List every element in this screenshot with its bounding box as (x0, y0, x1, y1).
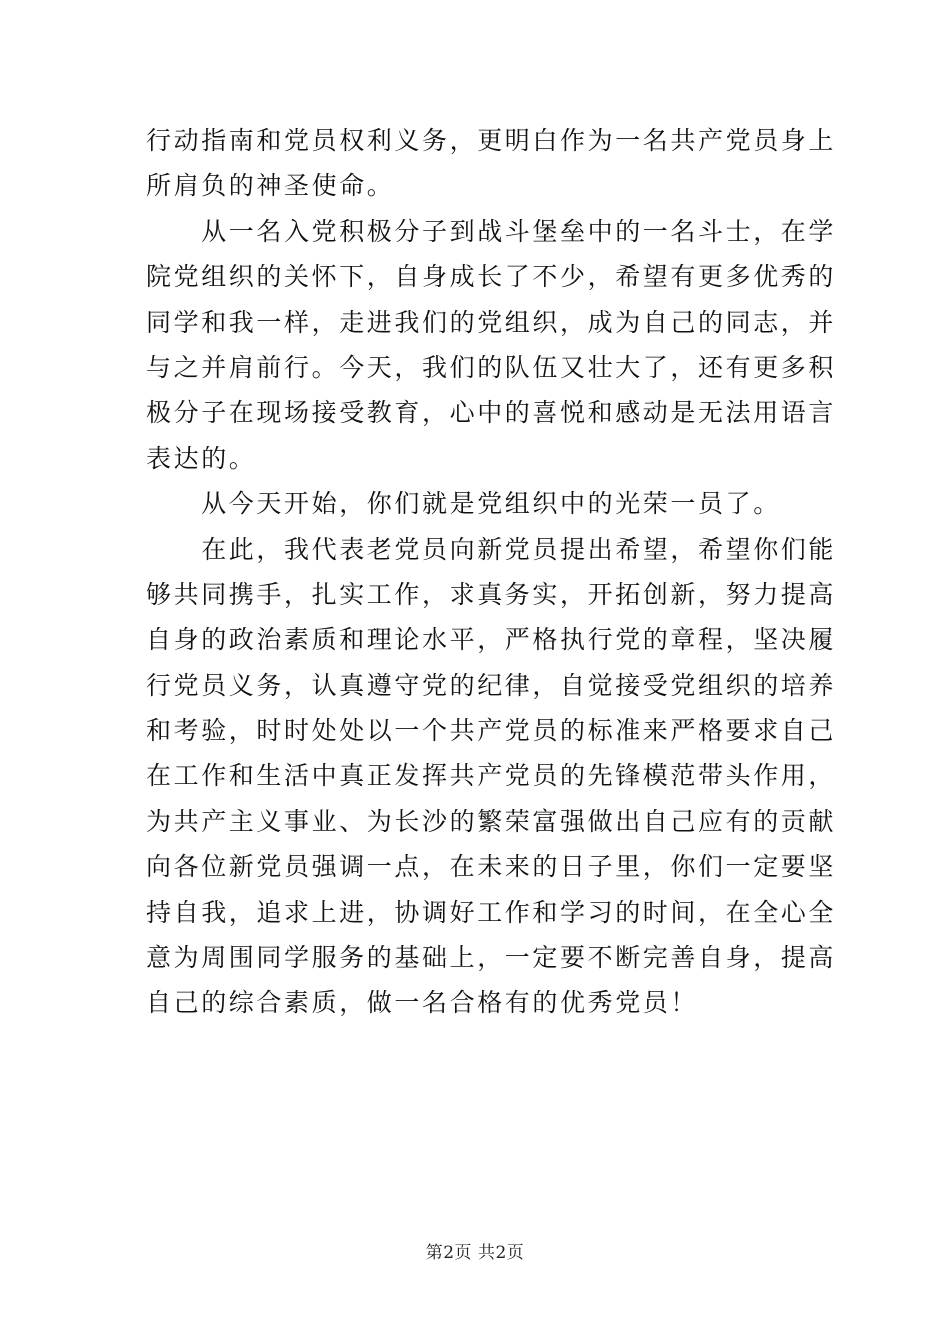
page-number-footer: 第2页 共2页 (425, 1243, 525, 1263)
text-line: 持自我，追求上进，协调好工作和学习的时间，在全心全 (146, 897, 837, 927)
text-line: 从一名入党积极分子到战斗堡垒中的一名斗士，在学 (146, 216, 837, 246)
text-line: 表达的。 (146, 443, 257, 473)
body-text (146, 118, 837, 1026)
text-line: 够共同携手，扎实工作，求真务实，开拓创新，努力提高 (146, 579, 837, 609)
text-line: 行动指南和党员权利义务，更明白作为一名共产党员身上 (146, 126, 837, 155)
text-line: 自身的政治素质和理论水平，严格执行党的章程，坚决履 (146, 625, 837, 655)
text-line: 从今天开始，你们就是党组织中的光荣一员了。 (146, 489, 781, 519)
text-line: 意为周围同学服务的基础上，一定要不断完善自身，提高 (146, 943, 837, 973)
text-line: 极分子在现场接受教育，心中的喜悦和感动是无法用语言 (146, 398, 837, 428)
text-line: 为共产主义事业、为长沙的繁荣富强做出自己应有的贡献 (146, 806, 837, 836)
text-line: 院党组织的关怀下，自身成长了不少，希望有更多优秀的 (146, 262, 837, 292)
text-line: 行党员义务，认真遵守党的纪律，自觉接受党组织的培养 (146, 670, 837, 700)
text-line: 在工作和生活中真正发挥共产党员的先锋模范带头作用， (146, 761, 837, 791)
text-line: 和考验，时时处处以一个共产党员的标准来严格要求自己 (146, 716, 837, 746)
text-line: 在此，我代表老党员向新党员提出希望，希望你们能 (146, 534, 837, 564)
text-line: 自己的综合素质，做一名合格有的优秀党员！ (146, 988, 699, 1018)
text-line: 同学和我一样，走进我们的党组织，成为自己的同志，并 (146, 307, 837, 337)
text-line: 所肩负的神圣使命。 (146, 171, 395, 201)
text-line: 向各位新党员强调一点，在未来的日子里，你们一定要坚 (146, 852, 837, 882)
text-line: 与之并肩前行。今天，我们的队伍又壮大了，还有更多积 (146, 352, 837, 382)
